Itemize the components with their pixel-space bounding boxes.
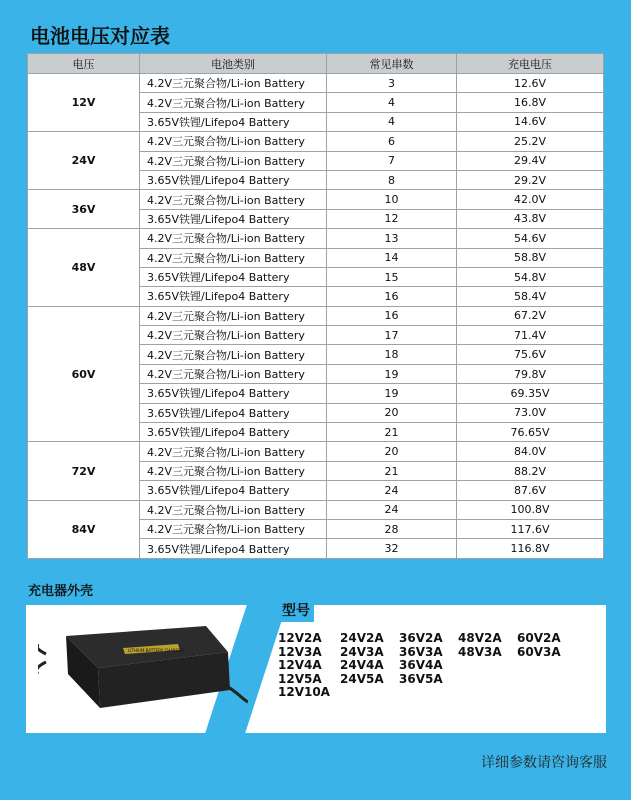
- voltage-cell: 84V: [28, 500, 140, 558]
- model-item: 36V5A: [399, 671, 443, 686]
- battery-type-cell: 4.2V三元聚合物/Li-ion Battery: [140, 132, 327, 151]
- charge-voltage-cell: 71.4V: [457, 326, 604, 345]
- charge-voltage-cell: 76.65V: [457, 423, 604, 442]
- model-item: 24V3A: [340, 644, 384, 659]
- series-count-cell: 20: [327, 403, 457, 422]
- battery-type-cell: 3.65V铁锂/Lifepo4 Battery: [140, 539, 327, 558]
- series-count-cell: 17: [327, 326, 457, 345]
- model-item: 36V3A: [399, 644, 443, 659]
- table-row: [28, 442, 604, 461]
- series-count-cell: 3: [327, 74, 457, 93]
- model-item: 12V5A: [278, 671, 322, 686]
- series-count-cell: 6: [327, 132, 457, 151]
- charge-voltage-cell: 54.6V: [457, 229, 604, 248]
- battery-type-cell: 4.2V三元聚合物/Li-ion Battery: [140, 248, 327, 267]
- battery-type-cell: 4.2V三元聚合物/Li-ion Battery: [140, 519, 327, 538]
- series-count-cell: 10: [327, 190, 457, 209]
- model-item: 24V5A: [340, 671, 384, 686]
- series-count-cell: 14: [327, 248, 457, 267]
- series-count-cell: 24: [327, 481, 457, 500]
- charge-voltage-cell: 87.6V: [457, 481, 604, 500]
- charge-voltage-cell: 69.35V: [457, 384, 604, 403]
- series-count-cell: 28: [327, 519, 457, 538]
- series-count-cell: 7: [327, 151, 457, 170]
- battery-type-cell: 3.65V铁锂/Lifepo4 Battery: [140, 384, 327, 403]
- battery-type-cell: 4.2V三元聚合物/Li-ion Battery: [140, 442, 327, 461]
- table-row: [28, 132, 604, 151]
- model-column: [517, 632, 561, 659]
- voltage-table: [27, 53, 604, 559]
- battery-type-cell: 3.65V铁锂/Lifepo4 Battery: [140, 403, 327, 422]
- footer-note: 详细参数请咨询客服: [481, 755, 607, 771]
- battery-type-cell: 3.65V铁锂/Lifepo4 Battery: [140, 112, 327, 131]
- series-count-cell: 18: [327, 345, 457, 364]
- battery-type-cell: 3.65V铁锂/Lifepo4 Battery: [140, 287, 327, 306]
- series-count-cell: 15: [327, 267, 457, 286]
- table-body: [28, 74, 604, 559]
- series-count-cell: 4: [327, 93, 457, 112]
- table-row: [28, 306, 604, 325]
- voltage-cell: 12V: [28, 74, 140, 132]
- series-count-cell: 4: [327, 112, 457, 131]
- charger-device-label: LITHIUM BATTERY CHARGER: [128, 648, 185, 653]
- battery-type-cell: 4.2V三元聚合物/Li-ion Battery: [140, 345, 327, 364]
- charge-voltage-cell: 16.8V: [457, 93, 604, 112]
- battery-type-cell: 3.65V铁锂/Lifepo4 Battery: [140, 170, 327, 189]
- voltage-cell: 24V: [28, 132, 140, 190]
- model-item: 24V2A: [340, 631, 384, 645]
- series-count-cell: 21: [327, 423, 457, 442]
- charge-voltage-cell: 58.4V: [457, 287, 604, 306]
- series-count-cell: 8: [327, 170, 457, 189]
- charge-voltage-cell: 116.8V: [457, 539, 604, 558]
- model-item: 60V3A: [517, 644, 561, 659]
- voltage-cell: 48V: [28, 229, 140, 307]
- series-count-cell: 20: [327, 442, 457, 461]
- battery-type-cell: 4.2V三元聚合物/Li-ion Battery: [140, 229, 327, 248]
- charge-voltage-cell: 29.2V: [457, 170, 604, 189]
- model-item: 12V10A: [278, 685, 330, 699]
- model-item: 12V4A: [278, 658, 322, 672]
- battery-type-cell: 4.2V三元聚合物/Li-ion Battery: [140, 326, 327, 345]
- model-column: [340, 632, 384, 686]
- battery-type-cell: 4.2V三元聚合物/Li-ion Battery: [140, 93, 327, 112]
- battery-type-cell: 3.65V铁锂/Lifepo4 Battery: [140, 481, 327, 500]
- series-count-cell: 19: [327, 364, 457, 383]
- battery-type-cell: 3.65V铁锂/Lifepo4 Battery: [140, 423, 327, 442]
- model-item: 60V2A: [517, 631, 561, 645]
- charge-voltage-cell: 117.6V: [457, 519, 604, 538]
- header-voltage: 电压: [28, 54, 140, 74]
- charge-voltage-cell: 54.8V: [457, 267, 604, 286]
- charge-voltage-cell: 79.8V: [457, 364, 604, 383]
- charge-voltage-cell: 75.6V: [457, 345, 604, 364]
- models-area: [278, 632, 598, 727]
- series-count-cell: 12: [327, 209, 457, 228]
- battery-type-cell: 4.2V三元聚合物/Li-ion Battery: [140, 500, 327, 519]
- series-count-cell: 24: [327, 500, 457, 519]
- series-count-cell: 16: [327, 287, 457, 306]
- charge-voltage-cell: 67.2V: [457, 306, 604, 325]
- model-item: 48V2A: [458, 631, 502, 645]
- battery-type-cell: 4.2V三元聚合物/Li-ion Battery: [140, 364, 327, 383]
- charge-voltage-cell: 14.6V: [457, 112, 604, 131]
- charge-voltage-cell: 25.2V: [457, 132, 604, 151]
- model-item: 36V4A: [399, 658, 443, 672]
- battery-type-cell: 4.2V三元聚合物/Li-ion Battery: [140, 461, 327, 480]
- model-item: 48V3A: [458, 644, 502, 659]
- table-row: [28, 74, 604, 93]
- series-count-cell: 19: [327, 384, 457, 403]
- model-item: 12V2A: [278, 631, 322, 645]
- model-item: 24V4A: [340, 658, 384, 672]
- charge-voltage-cell: 88.2V: [457, 461, 604, 480]
- table-row: [28, 229, 604, 248]
- series-count-cell: 21: [327, 461, 457, 480]
- battery-type-cell: 4.2V三元聚合物/Li-ion Battery: [140, 74, 327, 93]
- battery-type-cell: 4.2V三元聚合物/Li-ion Battery: [140, 151, 327, 170]
- battery-type-cell: 3.65V铁锂/Lifepo4 Battery: [140, 267, 327, 286]
- page-title: 电池电压对应表: [30, 24, 170, 48]
- charge-voltage-cell: 100.8V: [457, 500, 604, 519]
- charger-shell-title: 充电器外壳: [28, 584, 94, 599]
- charge-voltage-cell: 42.0V: [457, 190, 604, 209]
- model-column: [399, 632, 443, 686]
- battery-type-cell: 4.2V三元聚合物/Li-ion Battery: [140, 190, 327, 209]
- battery-type-cell: 3.65V铁锂/Lifepo4 Battery: [140, 209, 327, 228]
- charge-voltage-cell: 12.6V: [457, 74, 604, 93]
- voltage-cell: 72V: [28, 442, 140, 500]
- charge-voltage-cell: 84.0V: [457, 442, 604, 461]
- battery-type-cell: 4.2V三元聚合物/Li-ion Battery: [140, 306, 327, 325]
- table-row: [28, 500, 604, 519]
- charger-image: [38, 622, 248, 717]
- series-count-cell: 32: [327, 539, 457, 558]
- series-count-cell: 16: [327, 306, 457, 325]
- model-column: [278, 632, 330, 700]
- charge-voltage-cell: 29.4V: [457, 151, 604, 170]
- charge-voltage-cell: 43.8V: [457, 209, 604, 228]
- model-item: 12V3A: [278, 644, 322, 659]
- model-item: 36V2A: [399, 631, 443, 645]
- header-charge-voltage: 充电电压: [457, 54, 604, 74]
- voltage-cell: 36V: [28, 190, 140, 229]
- voltage-cell: 60V: [28, 306, 140, 442]
- header-battery-type: 电池类别: [140, 54, 327, 74]
- model-column: [458, 632, 502, 659]
- charge-voltage-cell: 73.0V: [457, 403, 604, 422]
- table-row: [28, 190, 604, 209]
- model-label: 型号: [278, 598, 314, 622]
- series-count-cell: 13: [327, 229, 457, 248]
- charge-voltage-cell: 58.8V: [457, 248, 604, 267]
- table-header-row: [28, 54, 604, 74]
- header-series-count: 常见串数: [327, 54, 457, 74]
